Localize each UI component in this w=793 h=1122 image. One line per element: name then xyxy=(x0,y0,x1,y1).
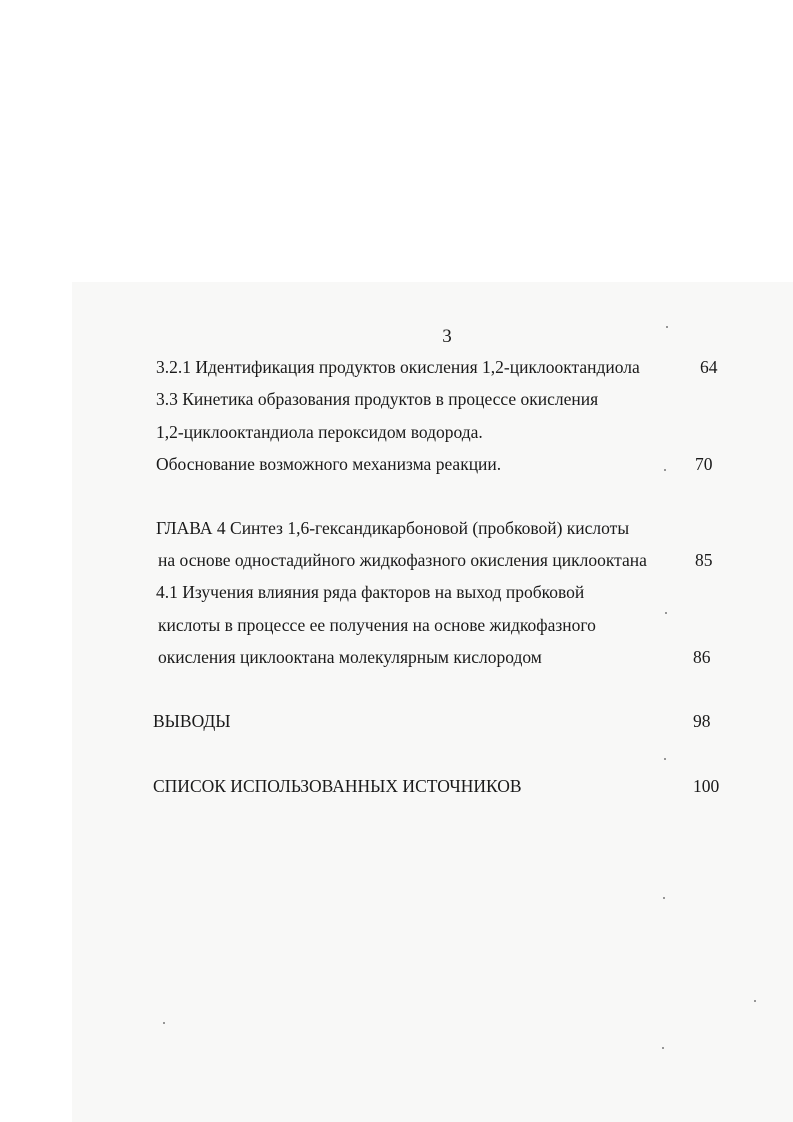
scan-speck xyxy=(664,469,666,471)
toc-chapter-4-line-2: на основе одностадийного жидкофазного окисления циклооктана xyxy=(158,550,647,570)
toc-conclusions-title: ВЫВОДЫ xyxy=(153,711,231,731)
scan-speck xyxy=(666,326,668,328)
toc-references-page: 100 xyxy=(693,776,720,796)
toc-conclusions-page: 98 xyxy=(693,711,711,731)
toc-entry-3-2-1-title: 3.2.1 Идентификация продуктов окисления 1,2-циклооктандиола xyxy=(156,357,640,377)
toc-references-title: СПИСОК ИСПОЛЬЗОВАННЫХ ИСТОЧНИКОВ xyxy=(153,776,522,796)
toc-entry-3-2-1-page: 64 xyxy=(700,357,718,377)
scan-speck xyxy=(662,1047,664,1049)
scan-speck xyxy=(663,897,665,899)
toc-entry-4-1-line-1: 4.1 Изучения влияния ряда факторов на выход пробковой xyxy=(156,582,585,602)
toc-entry-3-3-page: 70 xyxy=(695,454,713,474)
toc-entry-4-1-page: 86 xyxy=(693,647,711,667)
toc-entry-3-3-line-1: 3.3 Кинетика образования продуктов в процессе окисления xyxy=(156,389,599,409)
toc-entry-3-3-line-2: 1,2-циклооктандиола пероксидом водорода. xyxy=(156,422,483,442)
page-number: 3 xyxy=(442,326,452,347)
scan-speck xyxy=(664,758,666,760)
scan-speck xyxy=(665,612,667,614)
toc-entry-4-1-line-2: кислоты в процессе ее получения на основе жидкофазного xyxy=(158,615,596,635)
toc-chapter-4-line-1: ГЛАВА 4 Синтез 1,6-гександикарбоновой (пробковой) кислоты xyxy=(156,518,630,538)
toc-entry-3-3-line-3: Обоснование возможного механизма реакции. xyxy=(156,454,502,474)
toc-entry-4-1-line-3: окисления циклооктана молекулярным кислородом xyxy=(158,647,542,667)
scan-speck xyxy=(163,1022,165,1024)
toc-chapter-4-page: 85 xyxy=(695,550,713,570)
scan-speck xyxy=(754,1000,756,1002)
